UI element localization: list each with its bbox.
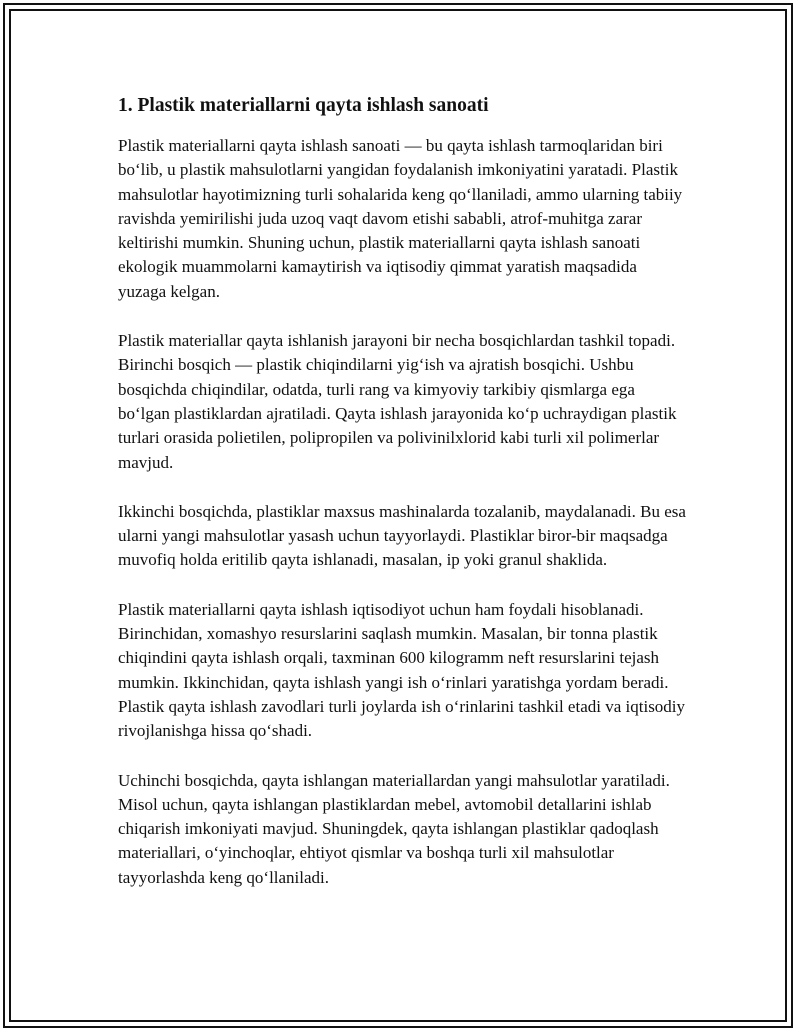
paragraph-stage-two: Ikkinchi bosqichda, plastiklar maxsus mashinalarda tozalanib, maydalanadi. Bu esa ularni yangi mahsulotlar yasash uchun tayyorlaydi. Plastiklar biror-bir maqsadga muvofiq holda eritilib qayta ishlanadi, masalan, ip yoki granul shaklida. [118,501,686,570]
paragraph-intro: Plastik materiallarni qayta ishlash sanoati — bu qayta ishlash tarmoqlaridan biri bo‘lib, u plastik mahsulotlarni yangidan foydalanish imkoniyatini yaratadi. Plastik mahsulotlar hayotimizning turli sohalarida keng qo‘llaniladi, ammo ularning tabiiy ravishda yemirilishi juda uzoq vaqt davom etishi sababli, atrof-muhitga zarar keltirishi mumkin. Shuning uchun, plastik materiallarni qayta ishlash sanoati ekologik muammolarni kamaytirish va iqtisodiy qimmat yaratish maqsadida yuzaga kelgan. [118,136,683,301]
paragraph-stage-three: Uchinchi bosqichda, qayta ishlangan materiallardan yangi mahsulotlar yaratiladi. Misol uchun, qayta ishlangan plastiklardan mebel, avtomobil detallarini ishlab chiqarish imkoniyati mavjud. Shuningdek, qayta ishlangan plastiklar qadoqlash materiallari, o‘yinchoqlar, ehtiyot qismlar va boshqa turli xil mahsulotlar tayyorlashda keng qo‘llaniladi. [118,770,670,887]
paragraph-stage-one: Plastik materiallar qayta ishlanish jarayoni bir necha bosqichlardan tashkil topadi. Birinchi bosqich — plastik chiqindilarni yig‘ish va ajratish bosqichi. Ushbu bosqichda chiqindilar, odatda, turli rang va kimyoviy tarkibiy qismlarga ega bo‘lgan plastiklardan ajratiladi. Qayta ishlash jarayonida ko‘p uchraydigan plastik turlari orasida polietilen, polipropilen va polivinilxlorid kabi turli xil polimerlar mavjud. [118,331,677,472]
paragraph-economics: Plastik materiallarni qayta ishlash iqtisodiyot uchun ham foydali hisoblanadi. Birinchidan, xomashyo resurslarini saqlash mumkin. Masalan, bir tonna plastik chiqindini qayta ishlash orqali, taxminan 600 kilogramm neft resurslarini tejash mumkin. Ikkinchidan, qayta ishlash yangi ish o‘rinlari yaratishga yordam beradi. Plastik qayta ishlash zavodlari turli joylarda ish o‘rinlarini tashkil etadi va iqtisodiy rivojlanishga hissa qo‘shadi. [118,599,686,741]
document-body [118,92,688,915]
section-heading: 1. Plastik materiallarni qayta ishlash sanoati [118,95,489,116]
